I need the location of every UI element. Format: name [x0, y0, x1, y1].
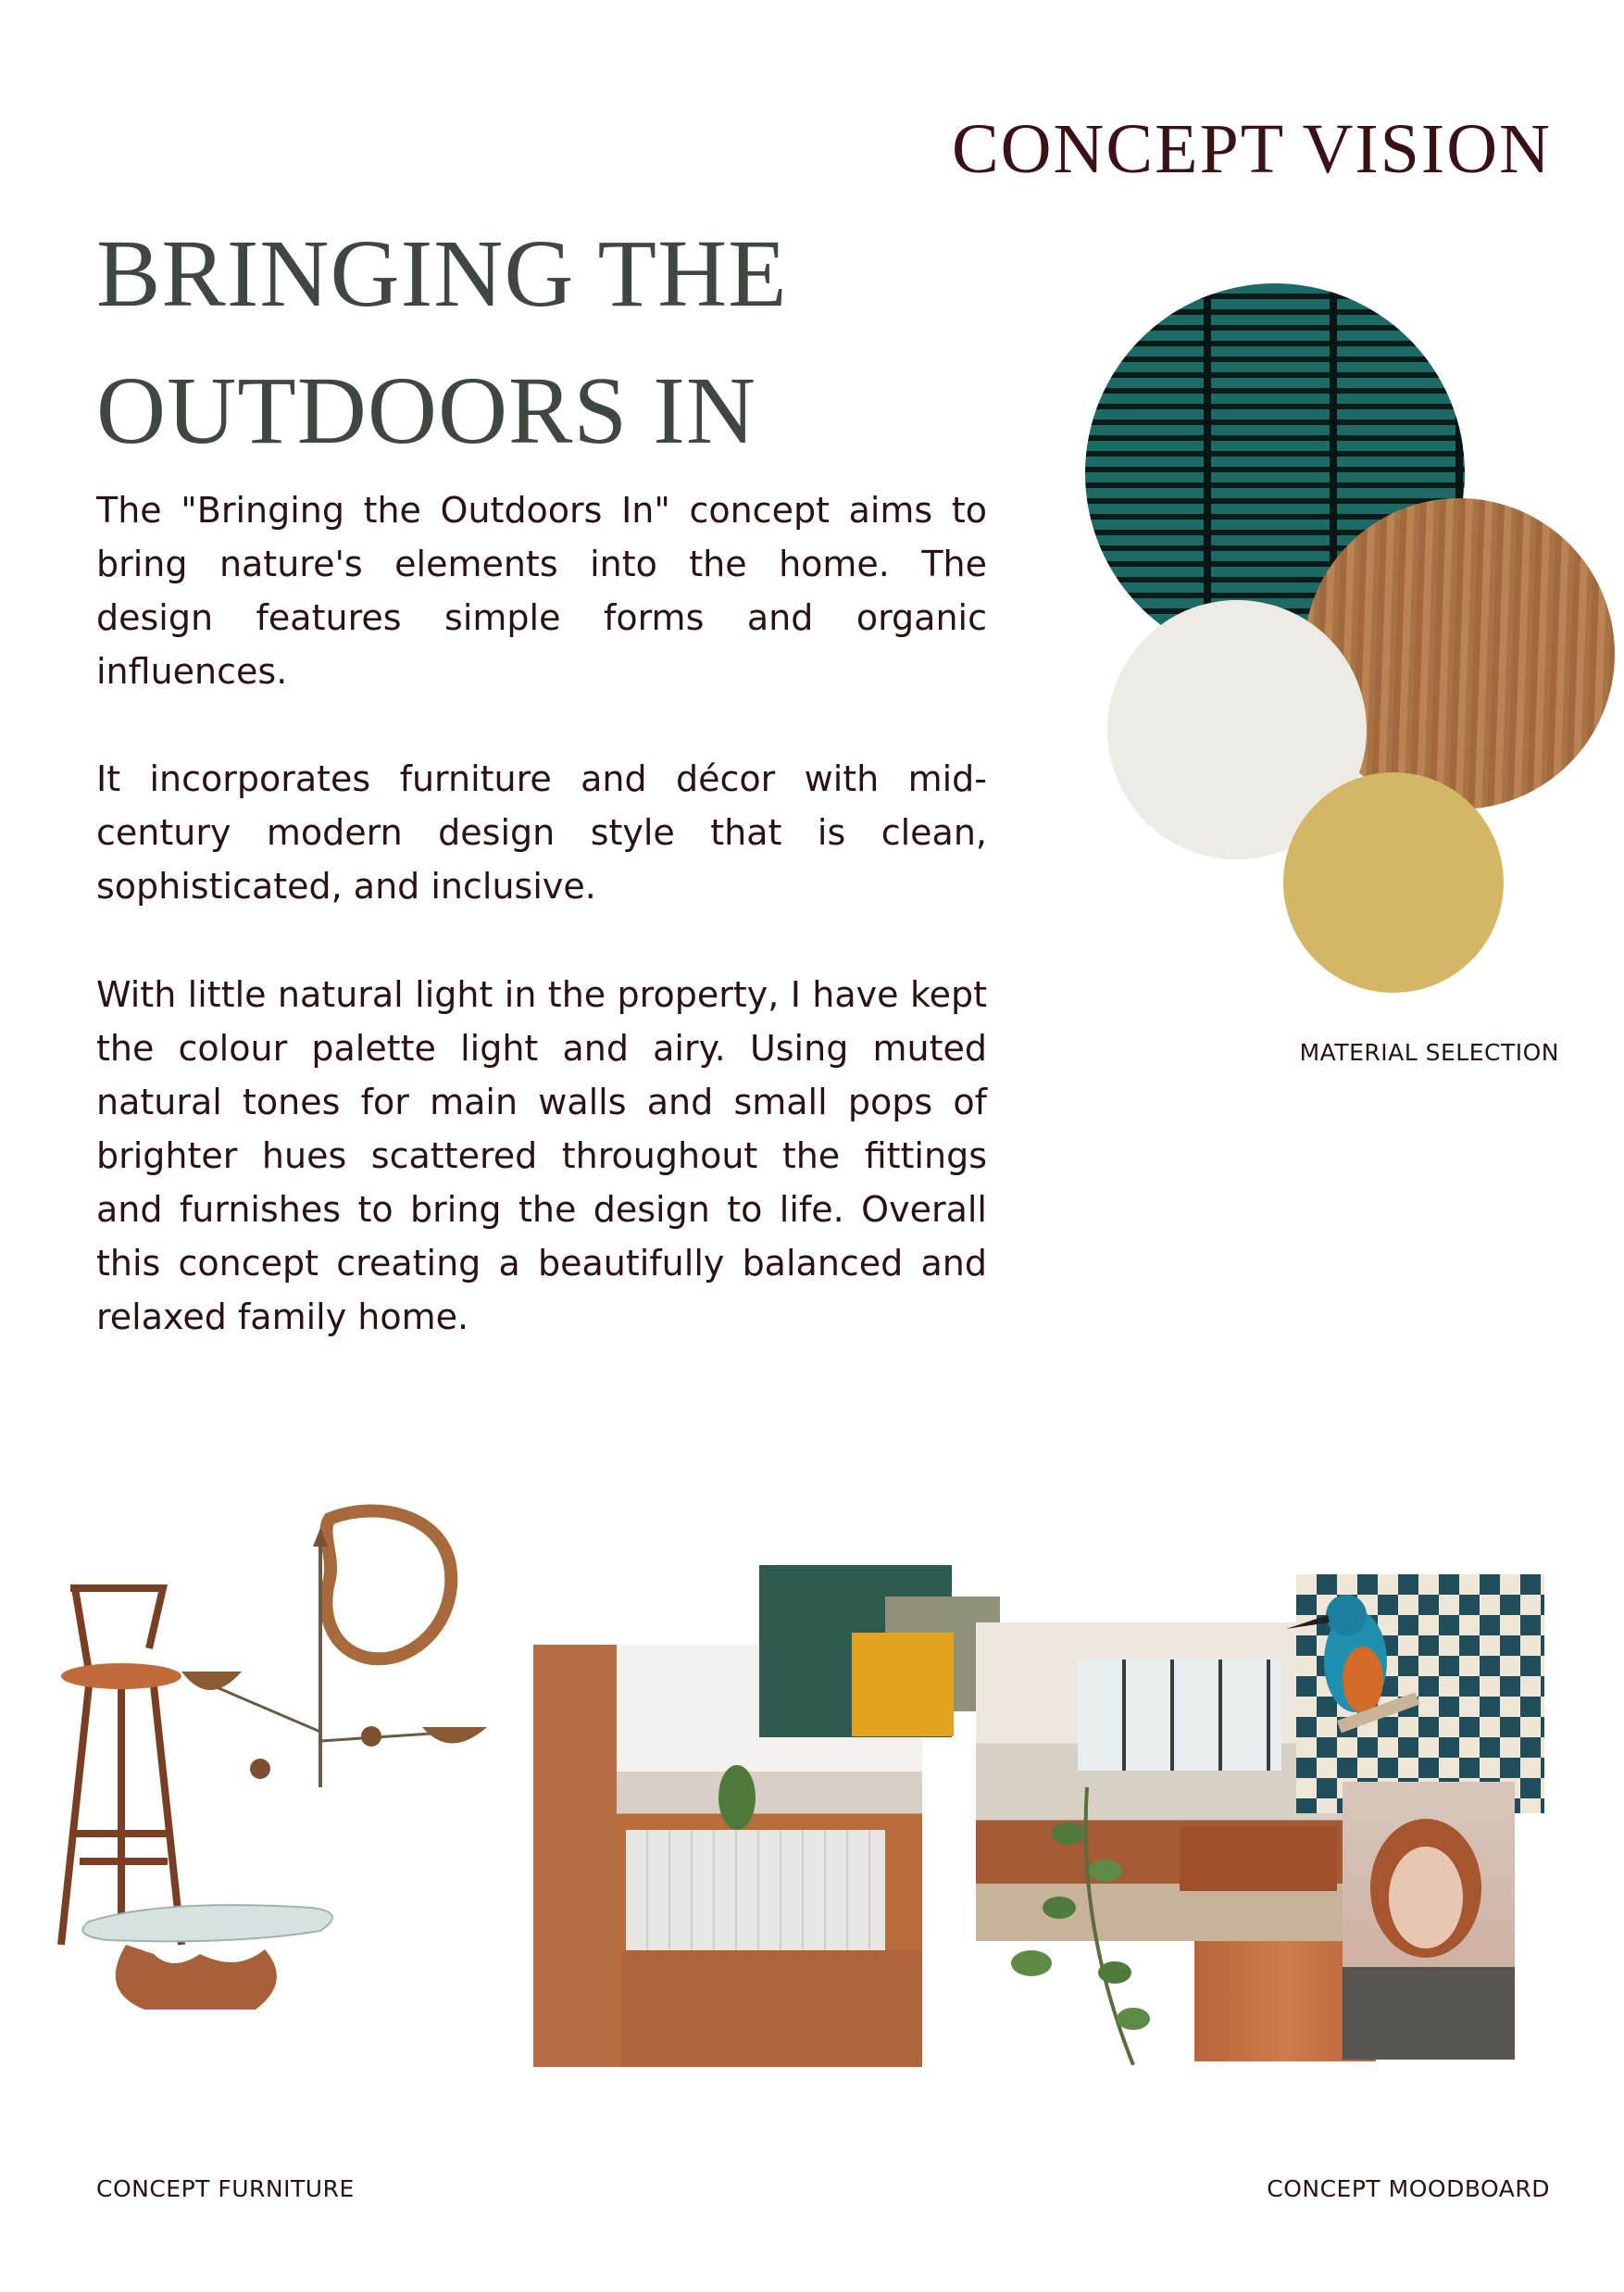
portrait-art-image — [1343, 1782, 1515, 2060]
furniture-collage — [52, 1491, 533, 2037]
bar-stool-image — [61, 1588, 181, 1945]
material-selection-caption: MATERIAL SELECTION — [1299, 1039, 1559, 1066]
concept-moodboard-caption: CONCEPT MOODBOARD — [1267, 2175, 1550, 2202]
mustard-fabric-swatch — [852, 1633, 954, 1736]
palette-paragraph: With little natural light in the property, I have kept the colour palette light and airy. Using muted natural tones for main walls and small pops of brighter hues scattered throughout the fittings and furnishes to bring the design to life. Overall this concept creating a beautifully balanced and relaxed family home. — [96, 974, 987, 1337]
kingfisher-image — [1281, 1578, 1430, 1763]
concept-furniture-caption: CONCEPT FURNITURE — [96, 2175, 355, 2202]
stool-seat — [61, 1663, 181, 1689]
style-paragraph: It incorporates furniture and décor with mid-century modern design style that is clean, sophisticated, and inclusive. — [96, 758, 987, 907]
title-line-1: BRINGING THE — [96, 220, 788, 327]
concept-vision-heading: CONCEPT VISION — [951, 110, 1552, 188]
ring-mirror-image — [326, 1511, 451, 1660]
mustard-swatch — [1283, 772, 1504, 993]
intro-paragraph: The "Bringing the Outdoors In" concept aims to bring nature's elements into the home. The design features simple forms and organic influences. — [96, 490, 987, 692]
title-line-2: OUTDOORS IN — [96, 357, 756, 464]
eucalyptus-image — [994, 1787, 1180, 2065]
coffee-table-image — [82, 1905, 332, 2010]
page-title — [96, 206, 837, 480]
